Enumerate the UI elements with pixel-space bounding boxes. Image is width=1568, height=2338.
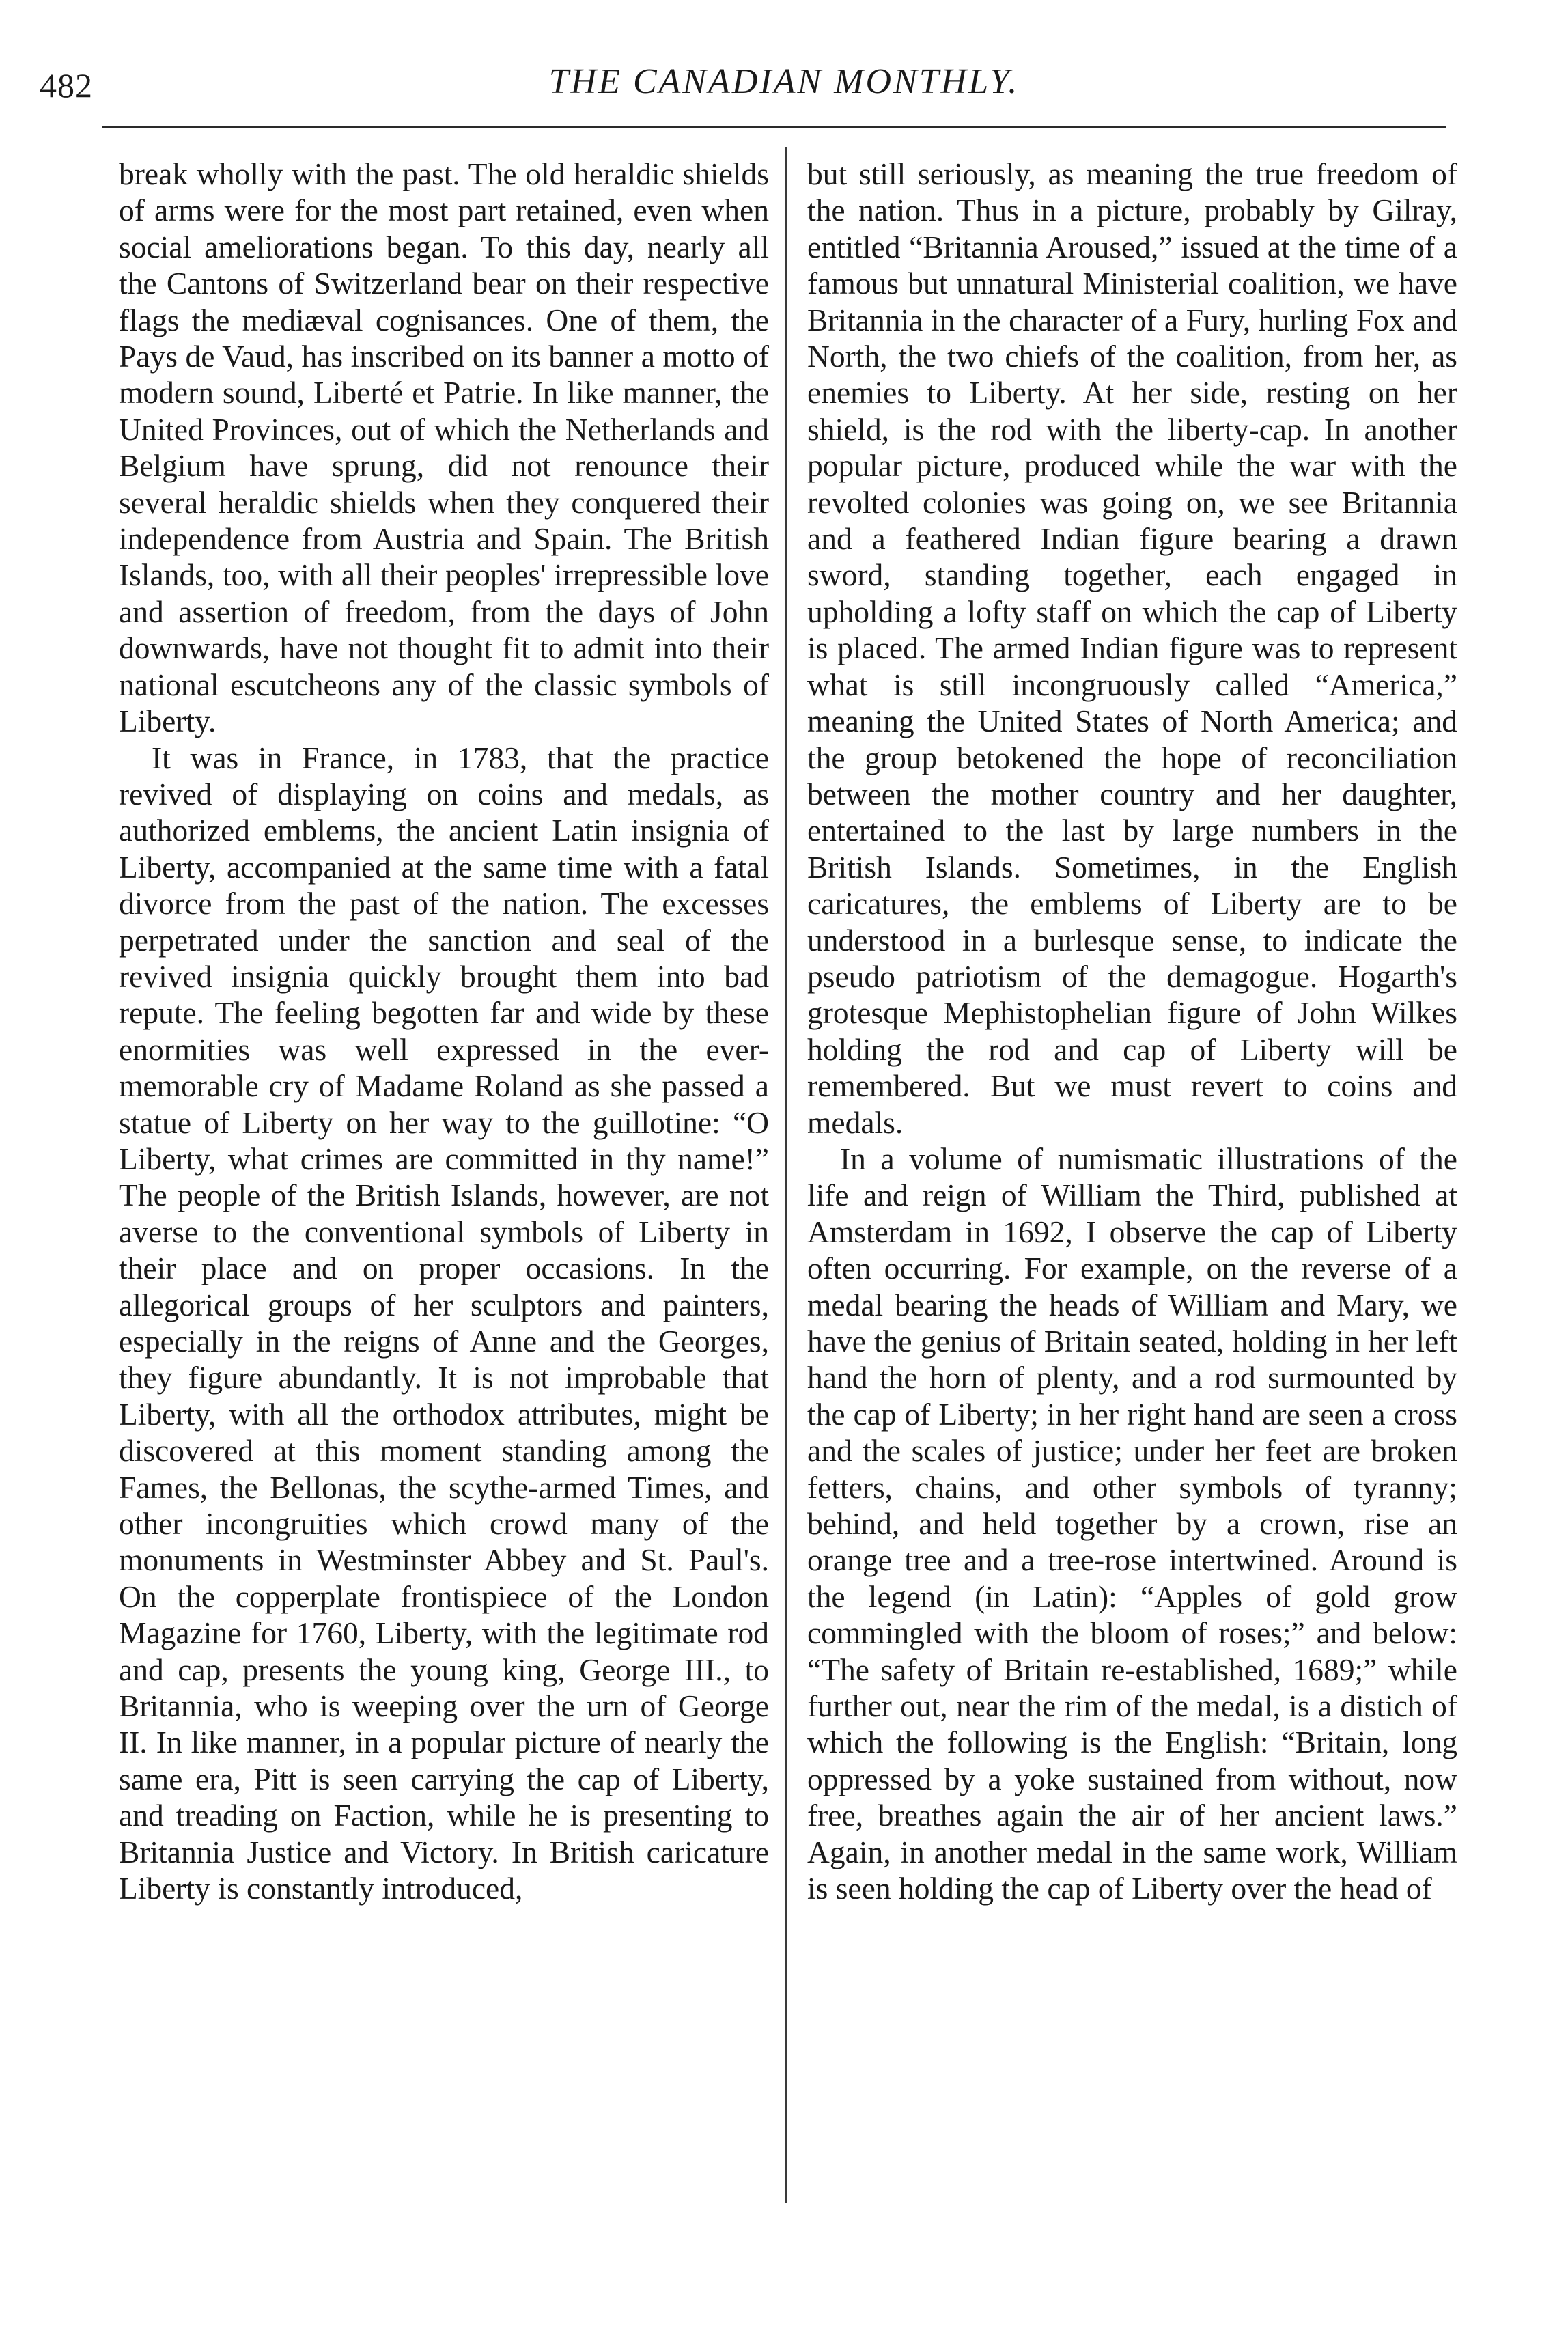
header-rule <box>102 126 1446 128</box>
right-column <box>807 156 1457 1907</box>
paragraph-continued: break wholly with the past. The old heraldic shields of arms were for the most part retained, even when social ameliorations began. To this day, nearly all the Cantons of Switzerland bear on their respective flags the mediæval cognisances. One of them, the Pays de Vaud, has inscribed on its banner a motto of modern sound, Liberté et Patrie. In like manner, the United Provinces, out of which the Netherlands and Belgium have sprung, did not renounce their several heraldic shields when they conquered their independence from Austria and Spain. The British Islands, too, with all their peoples' irrepressible love and assertion of freedom, from the days of John downwards, have not thought fit to admit into their national escutcheons any of the classic symbols of Liberty. <box>119 156 769 739</box>
paragraph: In a volume of numismatic illustrations of the life and reign of William the Third, published at Amsterdam in 1692, I observe the cap of Liberty often occurring. For example, on the reverse of a medal bearing the heads of William and Mary, we have the genius of Britain seated, holding in her left hand the horn of plenty, and a rod surmounted by the cap of Liberty; in her right hand are seen a cross and the scales of justice; under her feet are broken fetters, chains, and other symbols of tyranny; behind, and held together by a crown, rise an orange tree and a tree-rose intertwined. Around is the legend (in Latin): “Apples of gold grow commingled with the bloom of roses;” and below: “The safety of Britain re-established, 1689;” while further out, near the rim of the medal, is a distich of which the following is the English: “Britain, long oppressed by a yoke sustained from without, now free, breathes again the air of her ancient laws.” Again, in another medal in the same work, William is seen holding the cap of Liberty over the head of <box>807 1141 1457 1906</box>
paragraph-continued: but still seriously, as meaning the true freedom of the nation. Thus in a picture, probably by Gilray, entitled “Britannia Aroused,” issued at the time of a famous but unnatural Ministerial coalition, we have Britannia in the character of a Fury, hurling Fox and North, the two chiefs of the coalition, from her, as enemies to Liberty. At her side, resting on her shield, is the rod with the liberty-cap. In another popular picture, produced while the war with the revolted colonies was going on, we see Britannia and a feathered Indian figure bearing a drawn sword, standing together, each engaged in upholding a lofty staff on which the cap of Liberty is placed. The armed Indian figure was to represent what is still incongruously called “America,” meaning the United States of North America; and the group betokened the hope of reconciliation between the mother country and her daughter, entertained to the last by large numbers in the British Islands. Sometimes, in the English caricatures, the emblems of Liberty are to be understood in a burlesque sense, to indicate the pseudo patriotism of the demagogue. Hogarth's grotesque Mephistophelian figure of John Wilkes holding the rod and cap of Liberty will be remembered. But we must revert to coins and medals. <box>807 156 1457 1140</box>
left-column <box>119 156 769 1907</box>
column-divider <box>785 147 787 2203</box>
paragraph: It was in France, in 1783, that the practice revived of displaying on coins and medals, as authorized emblems, the ancient Latin insignia of Liberty, accompanied at the same time with a fatal divorce from the past of the nation. The excesses perpetrated under the sanction and seal of the revived insignia quickly brought them into bad repute. The feeling begotten far and wide by these enormities was well expressed in the ever-memorable cry of Madame Roland as she passed a statue of Liberty on her way to the guillotine: “O Liberty, what crimes are committed in thy name!” The people of the British Islands, however, are not averse to the conventional symbols of Liberty in their place and on proper occasions. In the allegorical groups of her sculptors and painters, especially in the reigns of Anne and the Georges, they figure abundantly. It is not improbable that Liberty, with all the orthodox attributes, might be discovered at this moment standing among the Fames, the Bellonas, the scythe-armed Times, and other incongruities which crowd many of the monuments in Westminster Abbey and St. Paul's. On the copperplate frontispiece of the London Magazine for 1760, Liberty, with the legitimate rod and cap, presents the young king, George III., to Britannia, who is weeping over the urn of George II. In like manner, in a popular picture of nearly the same era, Pitt is seen carrying the cap of Liberty, and treading on Faction, while he is presenting to Britannia Justice and Victory. In British caricature Liberty is constantly introduced, <box>119 740 769 1906</box>
page-number: 482 <box>40 66 93 105</box>
running-title: THE CANADIAN MONTHLY. <box>548 62 1020 101</box>
